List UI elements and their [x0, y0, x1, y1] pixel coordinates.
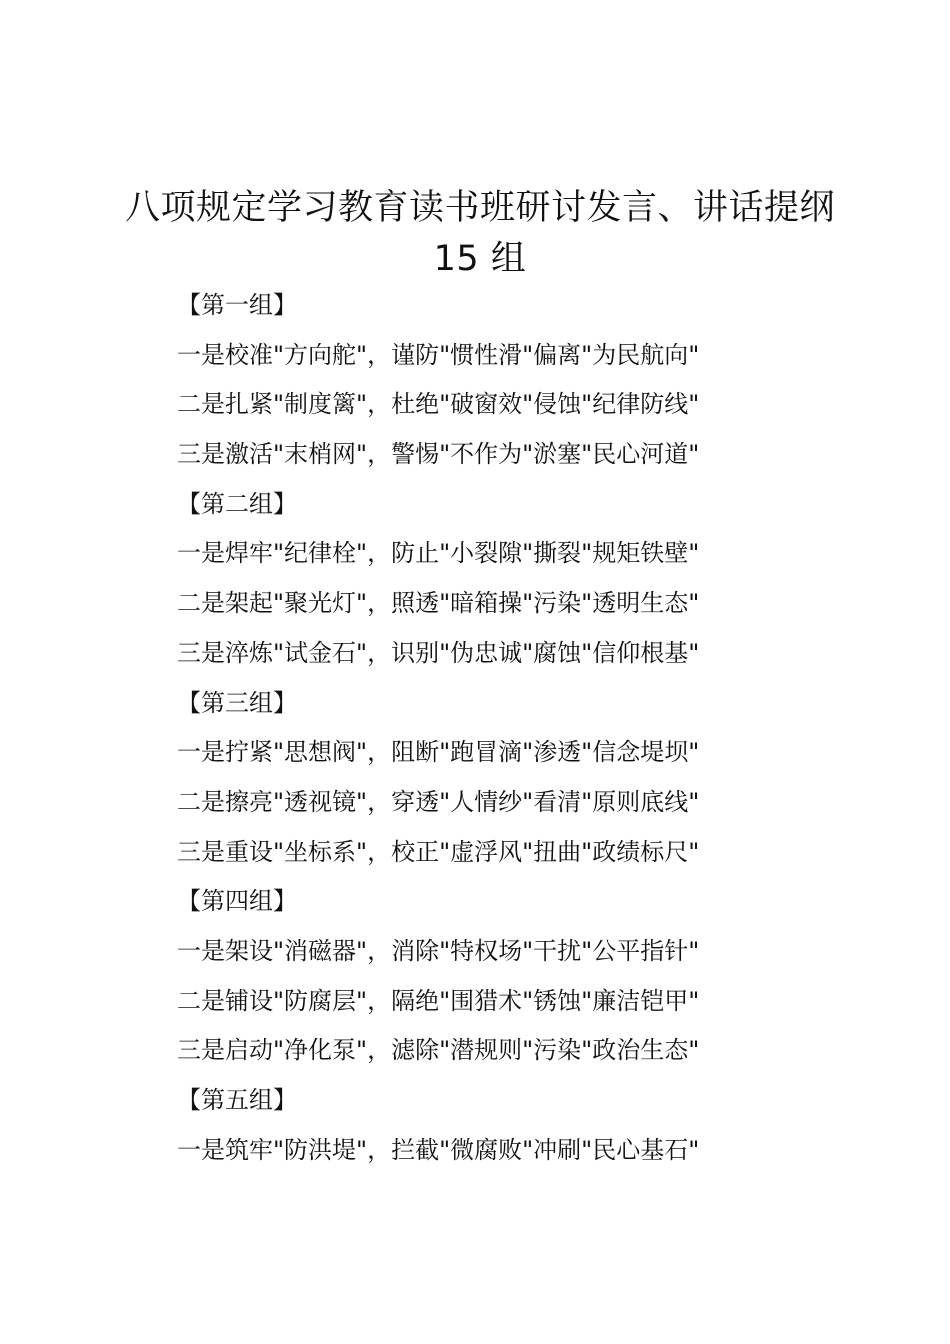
group-item: 二是扎紧"制度篱"，杜绝"破窗效"侵蚀"纪律防线": [177, 390, 700, 419]
group-item: 三是淬炼"试金石"，识别"伪忠诚"腐蚀"信仰根基": [177, 638, 700, 667]
group-item: 二是架起"聚光灯"，照透"暗箱操"污染"透明生态": [177, 589, 700, 618]
group-item: 三是启动"净化泵"，滤除"潜规则"污染"政治生态": [177, 1036, 700, 1065]
group-heading: 【第四组】: [177, 887, 297, 916]
group-item: 三是重设"坐标系"，校正"虚浮风"扭曲"政绩标尺": [177, 837, 700, 866]
group-item: 一是筑牢"防洪堤"，拦截"微腐败"冲刷"民心基石": [177, 1135, 700, 1164]
group-heading: 【第一组】: [177, 291, 297, 319]
group-item: 一是焊牢"纪律栓"，防止"小裂隙"撕裂"规矩铁壁": [177, 539, 700, 568]
group-item: 三是激活"末梢网"，警惕"不作为"淤塞"民心河道": [177, 440, 700, 469]
group-heading: 【第五组】: [177, 1086, 297, 1114]
group-item: 二是擦亮"透视镜"，穿透"人情纱"看清"原则底线": [177, 787, 700, 816]
group-item: 一是架设"消磁器"，消除"特权场"干扰"公平指针": [177, 936, 700, 965]
document-body: [177, 281, 777, 1175]
group-heading: 【第二组】: [177, 489, 297, 518]
group-item: 一是校准"方向舵"，谨防"惯性滑"偏离"为民航向": [177, 340, 700, 369]
document-title-line-2: 15 组: [433, 239, 527, 279]
document-title-line-1: 八项规定学习教育读书班研讨发言、讲话提纲: [124, 188, 835, 228]
group-heading: 【第三组】: [177, 688, 297, 717]
group-item: 二是铺设"防腐层"，隔绝"围猎术"锈蚀"廉洁铠甲": [177, 986, 700, 1015]
group-item: 一是拧紧"思想阀"，阻断"跑冒滴"渗透"信念堤坝": [177, 738, 700, 767]
